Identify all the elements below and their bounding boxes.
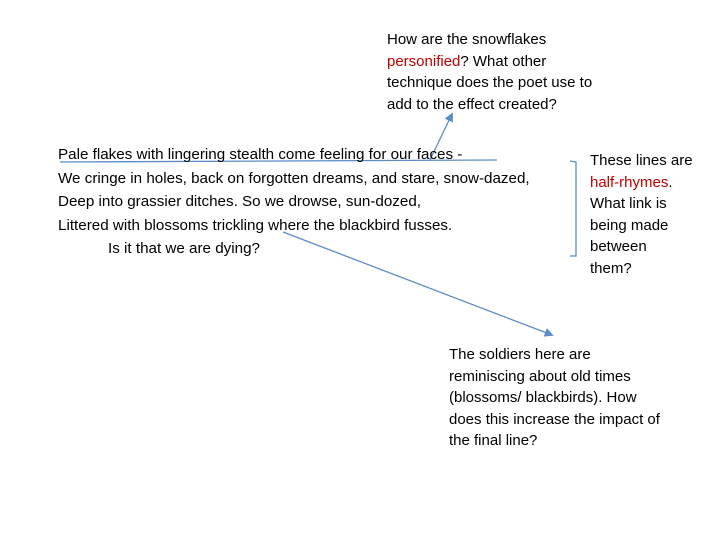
personification-question xyxy=(387,29,592,115)
question-line: personified? What other xyxy=(387,52,547,70)
poem-line: Deep into grassier ditches. So we drowse, sun-dozed, xyxy=(58,193,422,210)
question-line: the final line? xyxy=(449,432,538,449)
question-line: add to the effect created? xyxy=(387,95,557,113)
question-line: half-rhymes. xyxy=(590,173,673,191)
poem-line: We cringe in holes, back on forgotten dreams, and stare, snow-dazed, xyxy=(58,169,530,187)
poem-line: Littered with blossoms trickling where the blackbird fusses. xyxy=(58,216,453,234)
question-line: does this increase the impact of xyxy=(449,410,660,428)
highlight-personified: personified xyxy=(387,52,461,70)
half-rhymes-question xyxy=(590,150,693,279)
reminiscing-question xyxy=(449,344,660,452)
question-line: These lines are xyxy=(590,152,693,169)
highlight-half-rhymes: half-rhymes xyxy=(590,173,669,191)
question-line: between xyxy=(590,238,647,255)
question-line: How are the snowflakes xyxy=(387,31,547,48)
poem-excerpt xyxy=(58,143,530,261)
question-line: technique does the poet use to xyxy=(387,74,593,91)
question-line: (blossoms/ blackbirds). How xyxy=(449,389,637,406)
question-line: them? xyxy=(590,259,632,277)
question-line: reminiscing about old times xyxy=(449,367,631,385)
half-rhyme-bracket xyxy=(570,161,576,256)
question-line: What link is xyxy=(590,195,667,212)
poem-line: Pale flakes with lingering stealth come feeling for our faces - xyxy=(58,146,463,163)
question-line: being made xyxy=(590,216,669,234)
poem-final-line: Is it that we are dying? xyxy=(108,240,260,257)
question-line: The soldiers here are xyxy=(449,346,591,363)
